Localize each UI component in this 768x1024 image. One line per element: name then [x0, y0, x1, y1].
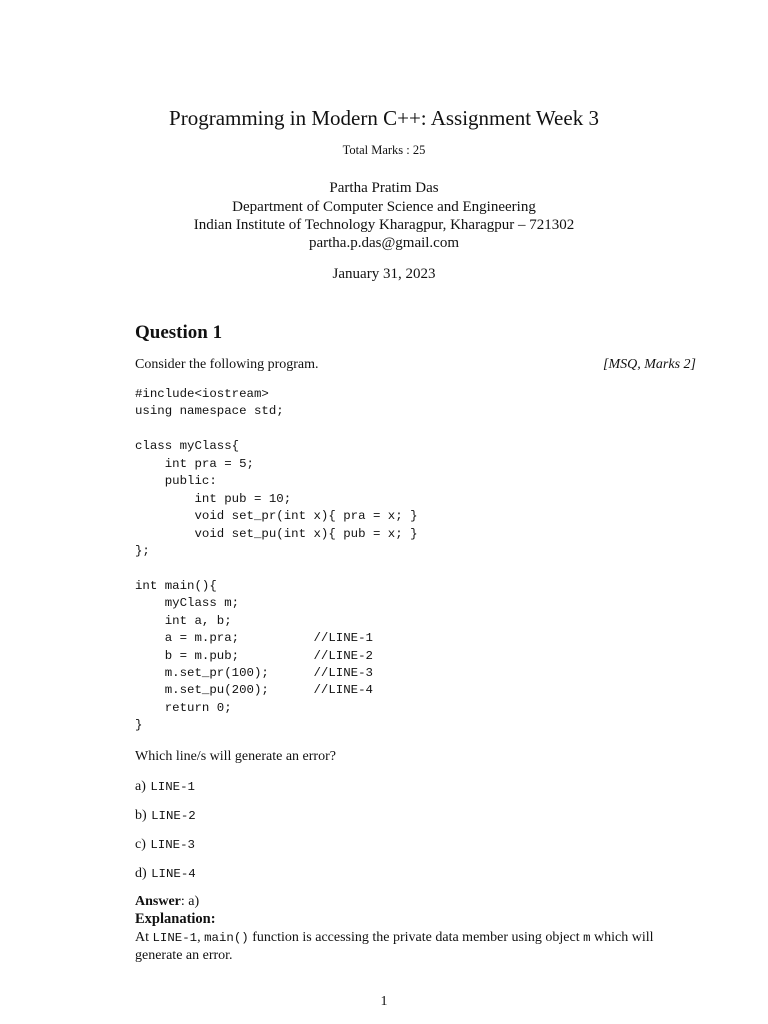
- code-line: int a, b;: [135, 613, 232, 628]
- option-label: b): [135, 808, 147, 823]
- code-line: int main(){: [135, 578, 217, 593]
- explanation-text: [135, 929, 700, 965]
- option-value: LINE-3: [150, 838, 195, 852]
- code-block: [135, 386, 418, 735]
- answer-value: : a): [180, 894, 200, 909]
- author-department: Department of Computer Science and Engineering: [232, 199, 536, 215]
- explanation-code: m: [583, 931, 591, 945]
- code-line: int pra = 5;: [135, 456, 254, 471]
- document-title: Programming in Modern C++: Assignment Week 3: [169, 106, 599, 130]
- option-label: d): [135, 866, 147, 881]
- option-d: [135, 865, 196, 882]
- code-line: a = m.pra; //LINE-1: [135, 631, 373, 646]
- option-b: [135, 807, 196, 824]
- page-number: 1: [380, 994, 388, 1009]
- code-line: int pub = 10;: [135, 491, 292, 506]
- option-value: LINE-4: [151, 867, 196, 881]
- answer-label: Answer: [135, 894, 181, 909]
- total-marks: Total Marks : 25: [342, 143, 426, 157]
- code-line: myClass m;: [135, 596, 240, 611]
- option-label: a): [135, 779, 146, 794]
- code-line: };: [135, 543, 150, 558]
- author-institute: Indian Institute of Technology Kharagpur, Kharagpur – 721302: [193, 217, 575, 233]
- code-line: m.set_pu(200); //LINE-4: [135, 683, 373, 698]
- code-line: }: [135, 718, 143, 733]
- explanation-code: LINE-1: [152, 931, 198, 945]
- option-value: LINE-1: [150, 780, 195, 794]
- code-line: void set_pu(int x){ pub = x; }: [135, 526, 418, 541]
- code-line: [135, 560, 418, 577]
- explanation-segment: which will generate an error.: [135, 930, 654, 963]
- explanation-segment: At: [135, 930, 153, 945]
- code-line: m.set_pr(100); //LINE-3: [135, 666, 373, 680]
- code-line: using namespace std;: [135, 404, 284, 419]
- explanation-code: main(): [204, 931, 249, 945]
- question-prompt: Which line/s will generate an error?: [135, 749, 336, 764]
- option-a: [135, 778, 195, 795]
- answer-line: [135, 894, 199, 910]
- document-date: January 31, 2023: [332, 266, 436, 282]
- code-line: void set_pr(int x){ pra = x; }: [135, 509, 418, 524]
- author-name: Partha Pratim Das: [329, 180, 439, 196]
- question-type-marks: [MSQ, Marks 2]: [603, 357, 696, 372]
- code-line: [135, 421, 418, 438]
- code-line: return 0;: [135, 700, 232, 715]
- explanation-segment: function is accessing the private data member using object: [248, 930, 584, 945]
- option-value: LINE-2: [151, 809, 196, 823]
- author-email: partha.p.das@gmail.com: [308, 235, 460, 251]
- code-line: #include<iostream>: [135, 387, 269, 401]
- code-line: class myClass{: [135, 439, 240, 454]
- explanation-segment: ,: [197, 930, 205, 945]
- code-line: public:: [135, 474, 217, 489]
- option-c: [135, 836, 195, 853]
- question-intro: Consider the following program.: [135, 357, 319, 372]
- option-label: c): [135, 837, 146, 852]
- question-heading: Question 1: [135, 322, 223, 343]
- explanation-heading: Explanation:: [135, 911, 216, 927]
- code-line: b = m.pub; //LINE-2: [135, 648, 373, 663]
